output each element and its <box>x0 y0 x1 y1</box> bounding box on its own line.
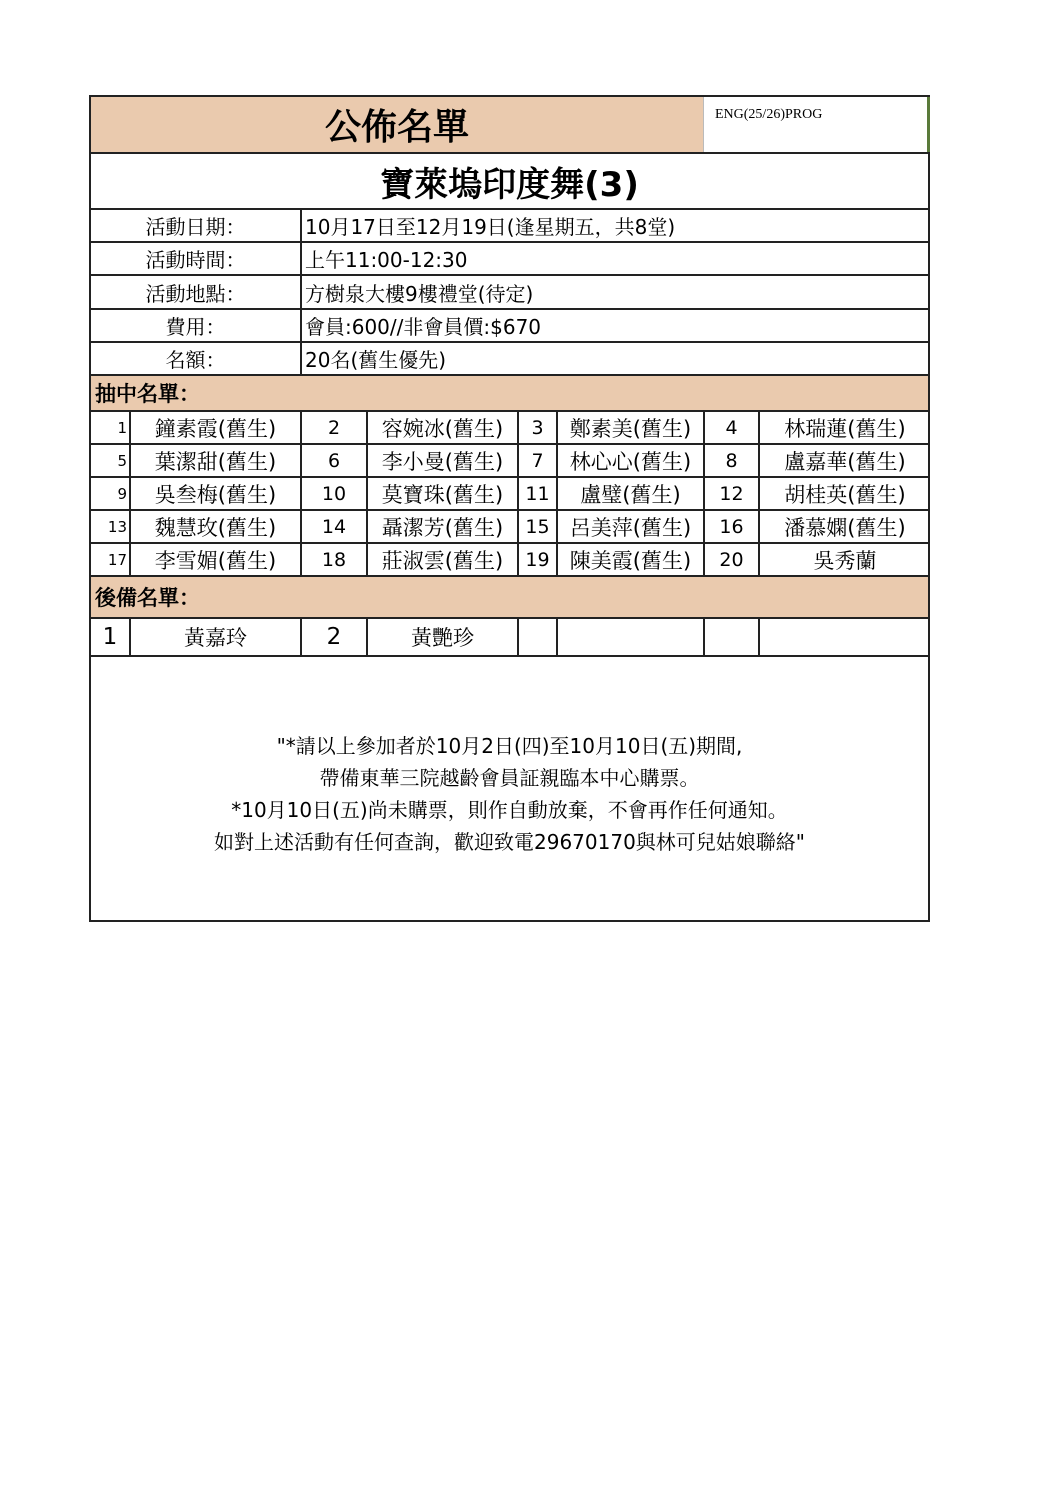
info-label: 名額： <box>91 343 302 374</box>
list-number: 12 <box>705 478 760 509</box>
activity-title: 寶萊塢印度舞(3) <box>380 164 639 205</box>
info-label: 活動日期： <box>91 210 302 241</box>
header-row <box>91 97 928 154</box>
list-number: 2 <box>302 412 368 443</box>
info-label: 費用： <box>91 310 302 341</box>
participant-name: 呂美萍(舊生) <box>558 511 705 542</box>
list-number <box>519 619 558 655</box>
notes-block <box>91 657 928 922</box>
note-line: *10月10日(五)尚未購票，則作自動放棄，不會再作任何通知。 <box>231 798 788 822</box>
participant-name: 陳美霞(舊生) <box>558 544 705 575</box>
selected-heading-row <box>91 376 928 412</box>
info-row-fee <box>91 310 928 343</box>
participant-name: 盧嘉華(舊生) <box>784 449 906 474</box>
list-number: 9 <box>91 478 131 509</box>
participant-name: 莊淑雲(舊生) <box>368 544 519 575</box>
info-value: 會員:600//非會員價:$670 <box>305 315 542 339</box>
list-number: 1 <box>91 619 131 655</box>
list-number: 2 <box>302 619 368 655</box>
waitlist-heading: 後備名單： <box>95 586 200 610</box>
selected-row <box>91 412 928 445</box>
list-number <box>705 619 760 655</box>
selected-row <box>91 478 928 511</box>
participant-name: 吳秀蘭 <box>813 548 877 573</box>
list-number: 1 <box>91 412 131 443</box>
list-number: 11 <box>519 478 558 509</box>
list-number: 19 <box>519 544 558 575</box>
list-number: 18 <box>302 544 368 575</box>
subtitle-row <box>91 154 928 210</box>
list-number: 6 <box>302 445 368 476</box>
participant-name: 葉潔甜(舊生) <box>131 445 302 476</box>
list-number: 7 <box>519 445 558 476</box>
list-number: 15 <box>519 511 558 542</box>
program-code: ENG(25/26)PROG <box>703 97 930 152</box>
page-title: 公佈名單 <box>324 107 469 148</box>
participant-name: 黃艷珍 <box>368 619 519 655</box>
participant-name: 魏慧玫(舊生) <box>131 511 302 542</box>
participant-name: 容婉冰(舊生) <box>368 412 519 443</box>
info-value: 20名(舊生優先) <box>305 348 447 372</box>
participant-name: 盧璧(舊生) <box>558 478 705 509</box>
participant-name: 吳叁梅(舊生) <box>131 478 302 509</box>
list-number: 13 <box>91 511 131 542</box>
participant-name: 林心心(舊生) <box>558 445 705 476</box>
info-row-quota <box>91 343 928 376</box>
info-value: 10月17日至12月19日(逢星期五，共8堂) <box>305 215 676 239</box>
info-value: 上午11:00-12:30 <box>305 248 468 272</box>
list-number: 14 <box>302 511 368 542</box>
participant-name: 李雪媚(舊生) <box>131 544 302 575</box>
participant-name: 鄭素美(舊生) <box>558 412 705 443</box>
info-row-venue <box>91 276 928 310</box>
info-label: 活動時間： <box>91 243 302 274</box>
participant-name: 林瑞蓮(舊生) <box>784 416 906 441</box>
list-number: 3 <box>519 412 558 443</box>
list-number: 20 <box>705 544 760 575</box>
note-line: 帶備東華三院越齡會員証親臨本中心購票。 <box>319 766 700 790</box>
participant-name <box>558 619 705 655</box>
waitlist-row <box>91 619 928 657</box>
waitlist-heading-row <box>91 577 928 619</box>
list-number: 5 <box>91 445 131 476</box>
participant-name: 胡桂英(舊生) <box>784 482 906 507</box>
note-line: 如對上述活動有任何查詢，歡迎致電29670170與林可兒姑娘聯絡" <box>214 830 805 854</box>
note-line: "*請以上參加者於10月2日(四)至10月10日(五)期間, <box>276 734 743 758</box>
info-row-time <box>91 243 928 276</box>
list-number: 10 <box>302 478 368 509</box>
participant-name: 潘慕嫻(舊生) <box>784 515 906 540</box>
selected-row <box>91 511 928 544</box>
selected-row <box>91 445 928 478</box>
announcement-sheet <box>89 95 930 922</box>
participant-name: 莫寶珠(舊生) <box>368 478 519 509</box>
list-number: 17 <box>91 544 131 575</box>
selected-heading: 抽中名單： <box>95 382 200 406</box>
info-row-date <box>91 210 928 243</box>
list-number: 4 <box>705 412 760 443</box>
list-number: 8 <box>705 445 760 476</box>
participant-name: 黃嘉玲 <box>131 619 302 655</box>
list-number: 16 <box>705 511 760 542</box>
participant-name: 李小曼(舊生) <box>368 445 519 476</box>
info-label: 活動地點： <box>91 276 302 308</box>
selected-row <box>91 544 928 577</box>
participant-name <box>760 619 930 655</box>
participant-name: 聶潔芳(舊生) <box>368 511 519 542</box>
info-value: 方樹泉大樓9樓禮堂(待定) <box>305 281 534 306</box>
participant-name: 鐘素霞(舊生) <box>131 412 302 443</box>
